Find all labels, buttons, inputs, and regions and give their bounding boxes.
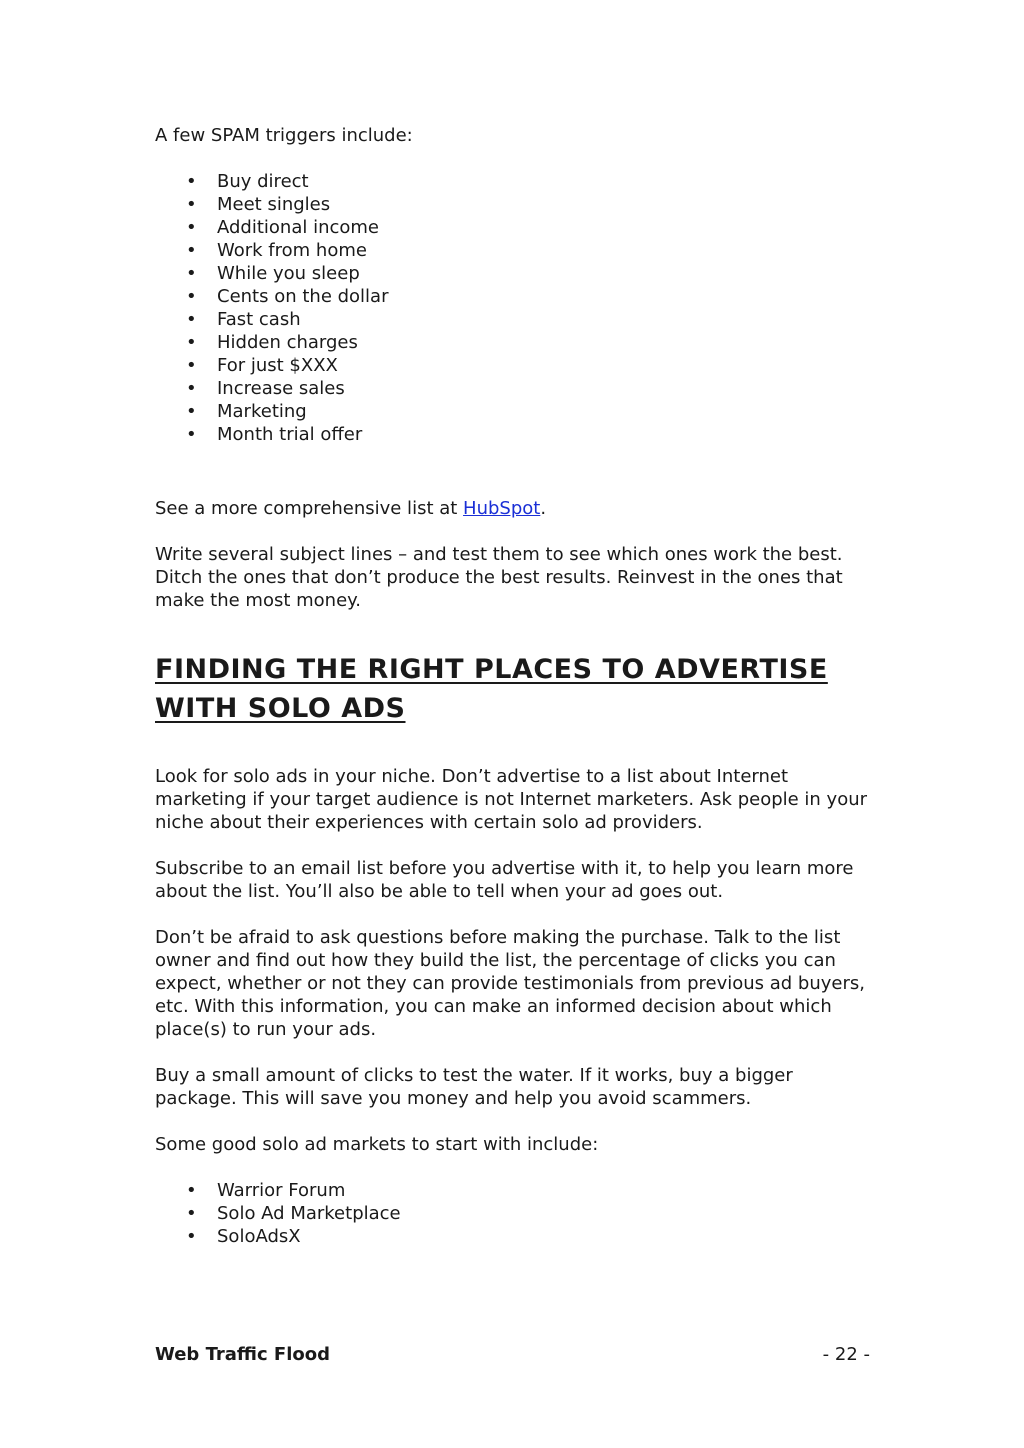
list-item: • Solo Ad Marketplace [186, 1203, 401, 1224]
list-item: • SoloAdsX [186, 1226, 301, 1247]
bullet-icon: • [186, 263, 197, 284]
list-item: • Cents on the dollar [186, 286, 389, 307]
bullet-icon: • [186, 401, 197, 422]
bullet-icon: • [186, 240, 197, 261]
bullet-icon: • [186, 171, 197, 192]
ask-questions-paragraph: Don’t be afraid to ask questions before making the purchase. Talk to the list owner and find out how they build the list, the percentage of clicks you can expect, whether or not they can provide testimonials from previous ad buyers, etc. With this information, you can make an informed decision about which place(s) to run your ads. [155, 927, 865, 1040]
list-item: • Fast cash [186, 309, 301, 330]
heading-line-2: WITH SOLO ADS [155, 693, 406, 724]
bullet-icon: • [186, 309, 197, 330]
test-water-paragraph: Buy a small amount of clicks to test the water. If it works, buy a bigger package. This will save you money and help you avoid scammers. [155, 1065, 793, 1109]
see-more-paragraph: See a more comprehensive list at HubSpot. [155, 498, 547, 519]
list-item: • Buy direct [186, 171, 309, 192]
footer-title: Web Traffic Flood [155, 1344, 330, 1365]
bullet-icon: • [186, 355, 197, 376]
bullet-icon: • [186, 378, 197, 399]
bullet-icon: • [186, 424, 197, 445]
bullet-icon: • [186, 194, 197, 215]
list-item: • Month trial offer [186, 424, 363, 445]
list-item: • Hidden charges [186, 332, 358, 353]
solo-ad-markets-list [155, 1179, 870, 1248]
bullet-icon: • [186, 1180, 197, 1201]
niche-paragraph: Look for solo ads in your niche. Don’t advertise to a list about Internet marketing if your target audience is not Internet marketers. Ask people in your niche about their experiences with certain solo ad providers. [155, 766, 868, 833]
spam-triggers-intro: A few SPAM triggers include: [155, 125, 413, 146]
heading-line-1: FINDING THE RIGHT PLACES TO ADVERTISE [155, 654, 828, 685]
hubspot-link[interactable]: HubSpot [463, 498, 541, 519]
list-item: • Additional income [186, 217, 380, 238]
list-item: • Work from home [186, 240, 367, 261]
page-footer [155, 1343, 870, 1366]
spam-triggers-list [155, 170, 870, 446]
section-heading [155, 650, 870, 728]
list-item: • While you sleep [186, 263, 360, 284]
subject-lines-paragraph: Write several subject lines – and test them to see which ones work the best. Ditch the ones that don’t produce the best results. Reinvest in the ones that make the most money. [155, 544, 843, 611]
list-item: • Meet singles [186, 194, 331, 215]
page-content [155, 124, 870, 1248]
list-item: • For just $XXX [186, 355, 338, 376]
bullet-icon: • [186, 1203, 197, 1224]
bullet-icon: • [186, 286, 197, 307]
subscribe-paragraph: Subscribe to an email list before you advertise with it, to help you learn more about the list. You’ll also be able to tell when your ad goes out. [155, 858, 854, 902]
list-item: • Marketing [186, 401, 307, 422]
bullet-icon: • [186, 332, 197, 353]
list-item: • Warrior Forum [186, 1180, 346, 1201]
bullet-icon: • [186, 1226, 197, 1247]
page-number: - 22 - [822, 1344, 870, 1365]
bullet-icon: • [186, 217, 197, 238]
markets-intro-paragraph: Some good solo ad markets to start with include: [155, 1134, 599, 1155]
list-item: • Increase sales [186, 378, 345, 399]
